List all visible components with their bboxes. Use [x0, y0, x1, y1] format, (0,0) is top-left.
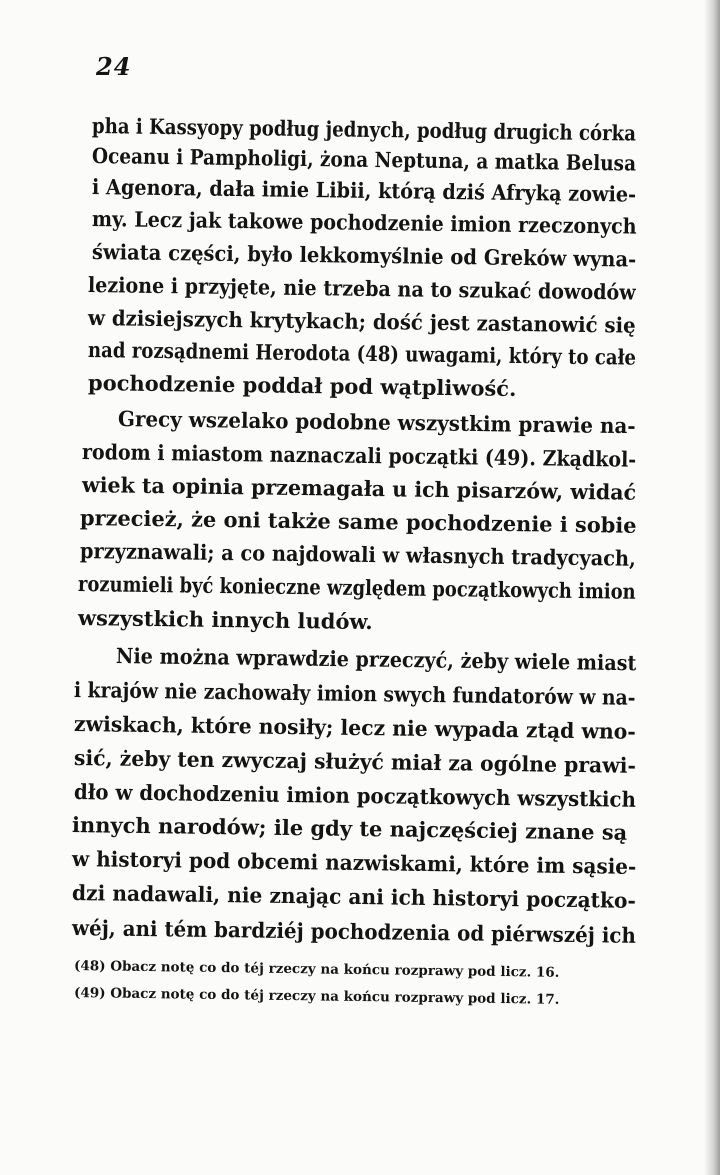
text-line: Oceanu i Pampholigi, żona Neptuna, a matka Belusa: [91, 143, 637, 176]
text-line: innych narodów; ile gdy te najczęściej znane są: [71, 812, 628, 845]
text-line: Nie można wprawdzie przeczyć, żeby wiele miast: [115, 643, 637, 676]
text-line: i krajów nie zachowały imion swych fundatorów w na-: [73, 677, 636, 710]
text-line: lezione i przyjęte, nie trzeba na to szukać dowodów: [87, 272, 636, 305]
footnote: (49) Obacz notę co do téj rzeczy na końcu rozprawy pod licz. 17.: [73, 985, 560, 1008]
text-line: wszystkich innych ludów.: [77, 605, 373, 635]
text-line: pochodzenie poddał pod wątpliwość.: [87, 370, 517, 401]
text-line: my. Lecz jak takowe pochodzenie imion rzeczonych: [91, 206, 637, 239]
page-edge-shadow: [704, 0, 720, 1175]
page-number: 24: [96, 52, 132, 81]
text-line: rodom i miastom naznaczali początki (49). Zkądkol-: [81, 439, 637, 472]
text-line: wéj, ani tém bardziéj pochodzenia od piérwszéj ich: [71, 915, 637, 948]
footnote: (48) Obacz notę co do téj rzeczy na końcu rozprawy pod licz. 16.: [73, 958, 560, 981]
text-line: sić, żeby ten zwyczaj służyć miał za ogólne prawi-: [73, 745, 637, 778]
text-line: i Agenora, dała imie Libii, którą dziś Afryką zowie-: [91, 174, 637, 207]
text-line: wiek ta opinia przemagała u ich pisarzów, widać: [81, 472, 637, 505]
text-line: nad rozsądnemi Herodota (48) uwagami, który to całe: [87, 337, 637, 370]
text-line: przyznawali; a co najdowali w własnych tradycyach,: [79, 538, 636, 571]
text-line: dzi nadawali, nie znając ani ich historyi początko-: [71, 880, 637, 913]
text-line: w dzisiejszych krytykach; dość jest zastanowić się: [87, 305, 636, 338]
text-line: pha i Kassyopy podług jednych, podług drugich córka: [91, 113, 637, 146]
text-line: rozumieli być konieczne względem początkowych imion: [77, 571, 636, 604]
text-line: przecież, że oni także same pochodzenie i sobie: [79, 505, 637, 538]
text-line: zwiskach, które nosiły; lecz nie wypada ztąd wno-: [73, 711, 636, 744]
text-line: świata części, było lekkomyślnie od Greków wyna-: [91, 239, 637, 272]
text-line: Grecy wszelako podobne wszystkim prawie na-: [117, 406, 636, 439]
text-line: w historyi pod obcemi nazwiskami, które im sąsie-: [71, 846, 637, 879]
text-line: dło w dochodzeniu imion początkowych wszystkich: [73, 779, 637, 812]
